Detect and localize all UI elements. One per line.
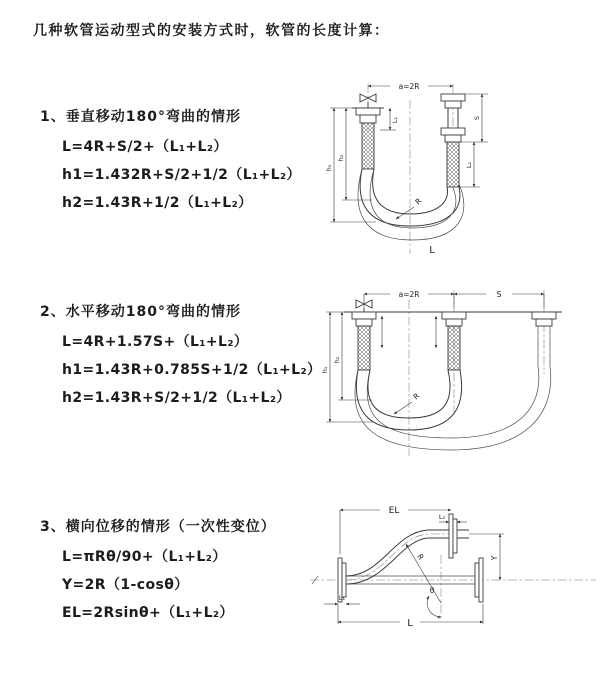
diagram-lateral-shift	[308, 500, 600, 648]
dim-y-label: Y	[490, 555, 499, 561]
dim-h2-label: h₂	[333, 356, 341, 364]
diagram-vertical-bend	[320, 72, 580, 257]
formula-l: L=πRθ/90+（L₁+L₂）	[62, 549, 227, 565]
braided-hose-section	[358, 326, 370, 370]
radius-leader	[406, 544, 441, 603]
formula-l: L=4R+S/2+（L₁+L₂）	[62, 139, 228, 155]
dim-l1	[324, 594, 360, 604]
section-3-heading: 3、横向位移的情形（一次性变位）	[40, 519, 276, 535]
radius-label: R	[411, 391, 422, 402]
dim-span-label: a=2R	[398, 290, 420, 299]
radius-label: R	[413, 196, 424, 207]
section-lateral-shift	[40, 516, 276, 632]
dim-s-label: S	[473, 115, 481, 121]
middle-fitting	[442, 312, 466, 370]
braided-hose-section	[448, 326, 460, 370]
dim-h2-label: h₂	[337, 154, 345, 162]
formula-el: EL=2Rsinθ+（L₁+L₂）	[62, 605, 234, 621]
right-flange	[475, 558, 483, 602]
formula-l: L=4R+1.57S+（L₁+L₂）	[62, 334, 249, 350]
dim-l2-label: L₂	[465, 161, 473, 169]
formula-h1: h1=1.432R+S/2+1/2（L₁+L₂）	[62, 167, 301, 183]
formula-h1: h1=1.43R+0.785S+1/2（L₁+L₂）	[62, 362, 322, 378]
page-title: 几种软管运动型式的安装方式时，软管的长度计算：	[33, 23, 390, 39]
angle-label: θ	[429, 586, 435, 595]
formula-y: Y=2R（1-cosθ）	[62, 577, 189, 593]
diagram-horizontal-bend	[316, 282, 596, 462]
left-fitting	[352, 312, 376, 370]
dim-span	[368, 82, 453, 91]
formula-h2: h2=1.43R+1/2（L₁+L₂）	[62, 195, 253, 211]
length-label: L	[429, 245, 435, 256]
dim-l	[338, 604, 483, 629]
dim-span-label: a=2R	[398, 82, 420, 91]
angle-theta	[427, 555, 441, 618]
hose-u-bend-displaced	[355, 366, 551, 450]
section-horizontal-bend	[40, 301, 321, 417]
dim-l1-label: L₁	[391, 116, 399, 124]
radius-label: R	[415, 552, 426, 562]
dim-l2	[459, 142, 480, 187]
right-fitting	[441, 94, 465, 187]
braided-hose-section	[447, 142, 459, 187]
dim-l2-label: L₂	[438, 513, 446, 521]
radius-leader	[396, 196, 423, 219]
section-vertical-bend	[40, 106, 301, 222]
formula-h2: h2=1.43R+S/2+1/2（L₁+L₂）	[62, 390, 291, 406]
dim-s-label: S	[496, 290, 502, 299]
dim-l-label: L	[407, 618, 413, 629]
dim-h1-label: h₁	[325, 164, 333, 172]
section-2-heading: 2、水平移动180°弯曲的情形	[40, 304, 241, 320]
dim-l1	[380, 108, 399, 130]
radius-leader	[394, 391, 421, 414]
braided-hose-section	[362, 123, 374, 169]
dim-y	[469, 534, 504, 580]
left-fitting	[352, 108, 384, 169]
dim-h1-label: h₁	[321, 366, 329, 374]
section-1-heading: 1、垂直移动180°弯曲的情形	[40, 109, 241, 125]
upper-flange	[449, 514, 469, 558]
dim-el-label: EL	[388, 506, 400, 516]
dim-l1-label: L₁	[338, 594, 346, 602]
